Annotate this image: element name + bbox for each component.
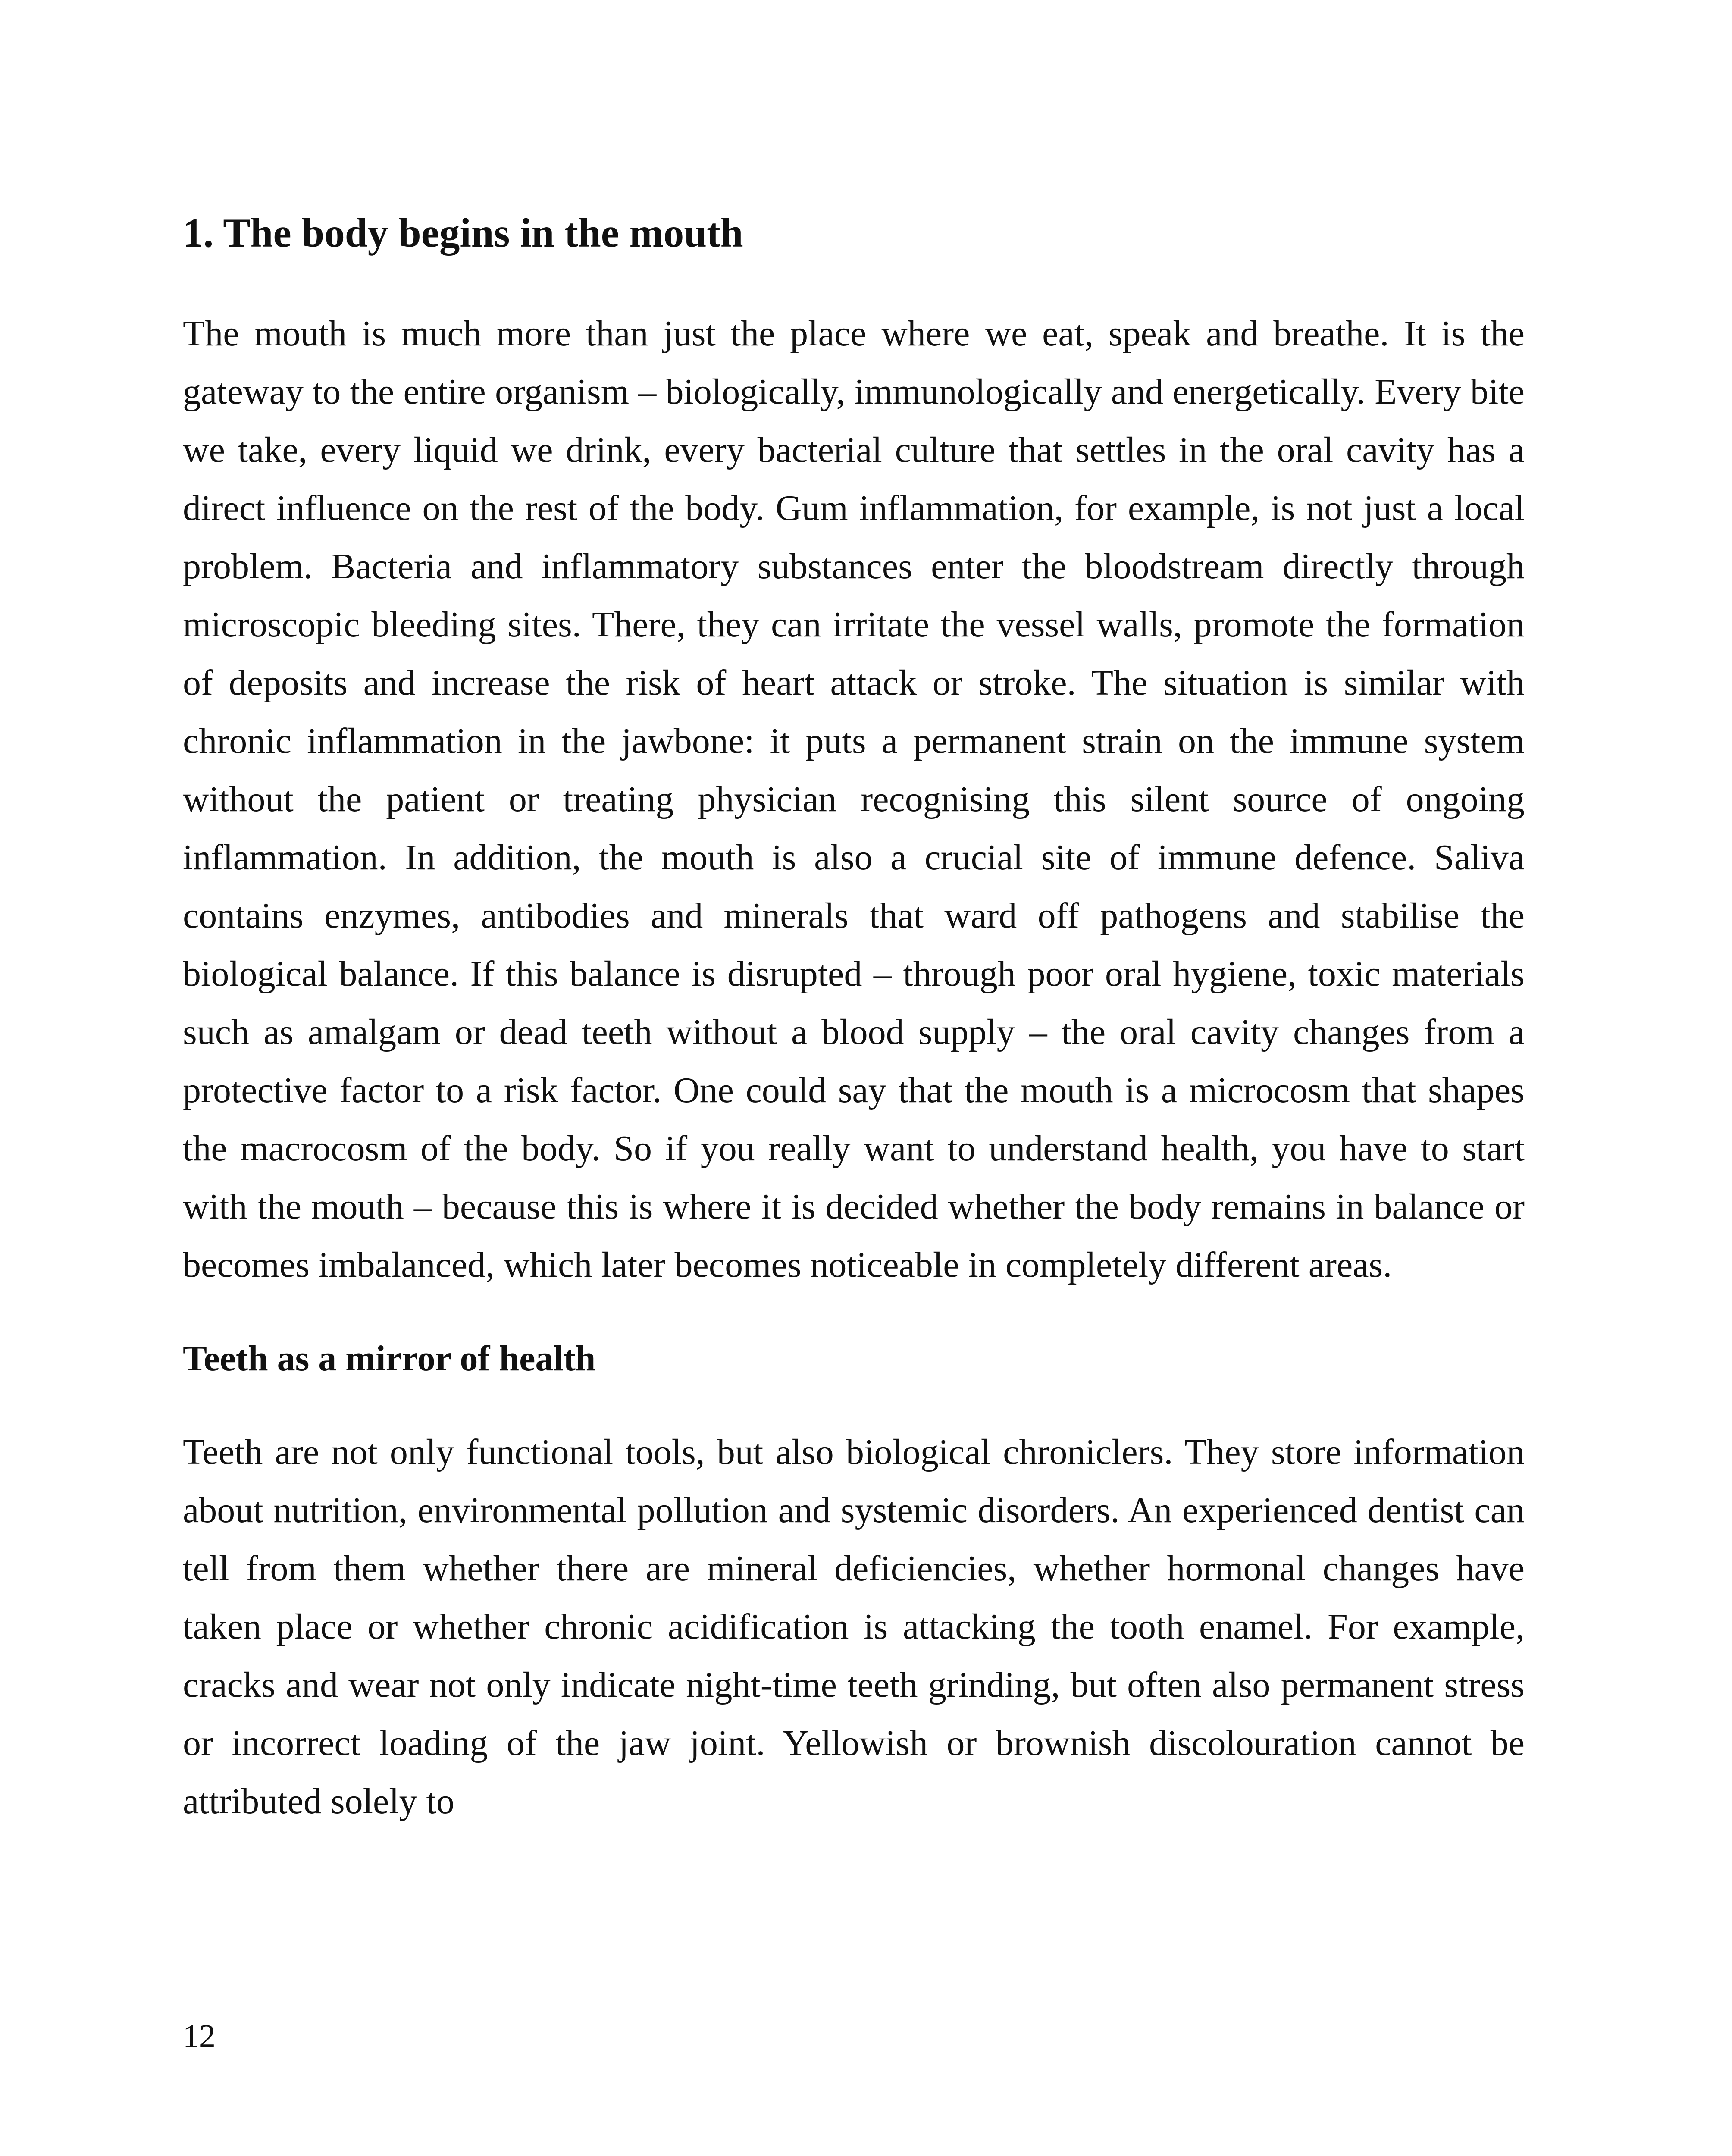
- chapter-paragraph: The mouth is much more than just the place where we eat, speak and breathe. It is the gateway to the entire organism – biologically, immunologically and energetically. Every bite we take, every liquid we drink, every bacterial culture that settles in the oral cavity has a direct influence on the rest of the body. Gum inflammation, for example, is not just a local problem. Bacteria and inflammatory substances enter the bloodstream directly through microscopic bleeding sites. There, they can irritate the vessel walls, promote the formation of deposits and increase the risk of heart attack or stroke. The situation is similar with chronic inflammation in the jawbone: it puts a permanent strain on the immune system without the patient or treating physician recognising this silent source of ongoing inflammation. In addition, the mouth is also a crucial site of immune defence. Saliva contains enzymes, antibodies and minerals that ward off pathogens and stabilise the biological balance. If this balance is disrupted – through poor oral hygiene, toxic materials such as amalgam or dead teeth without a blood supply – the oral cavity changes from a protective factor to a risk factor. One could say that the mouth is a microcosm that shapes the macrocosm of the body. So if you really want to understand health, you have to start with the mouth – because this is where it is decided whether the body remains in balance or becomes imbalanced, which later becomes noticeable in completely different areas.: [183, 313, 1525, 1285]
- page-number: 12: [183, 2018, 216, 2054]
- section-title: Teeth as a mirror of health: [183, 1338, 596, 1379]
- chapter-title: 1. The body begins in the mouth: [183, 210, 743, 256]
- page-content: [183, 203, 1525, 1830]
- section-paragraph: Teeth are not only functional tools, but also biological chroniclers. They store information about nutrition, environmental pollution and systemic disorders. An experienced dentist can tell from them whether there are mineral deficiencies, whether hormonal changes have taken place or whether chronic acidification is attacking the tooth enamel. For example, cracks and wear not only indicate night-time teeth grinding, but often also permanent stress or incorrect loading of the jaw joint. Yellowish or brownish discolouration cannot be attributed solely to: [183, 1432, 1525, 1821]
